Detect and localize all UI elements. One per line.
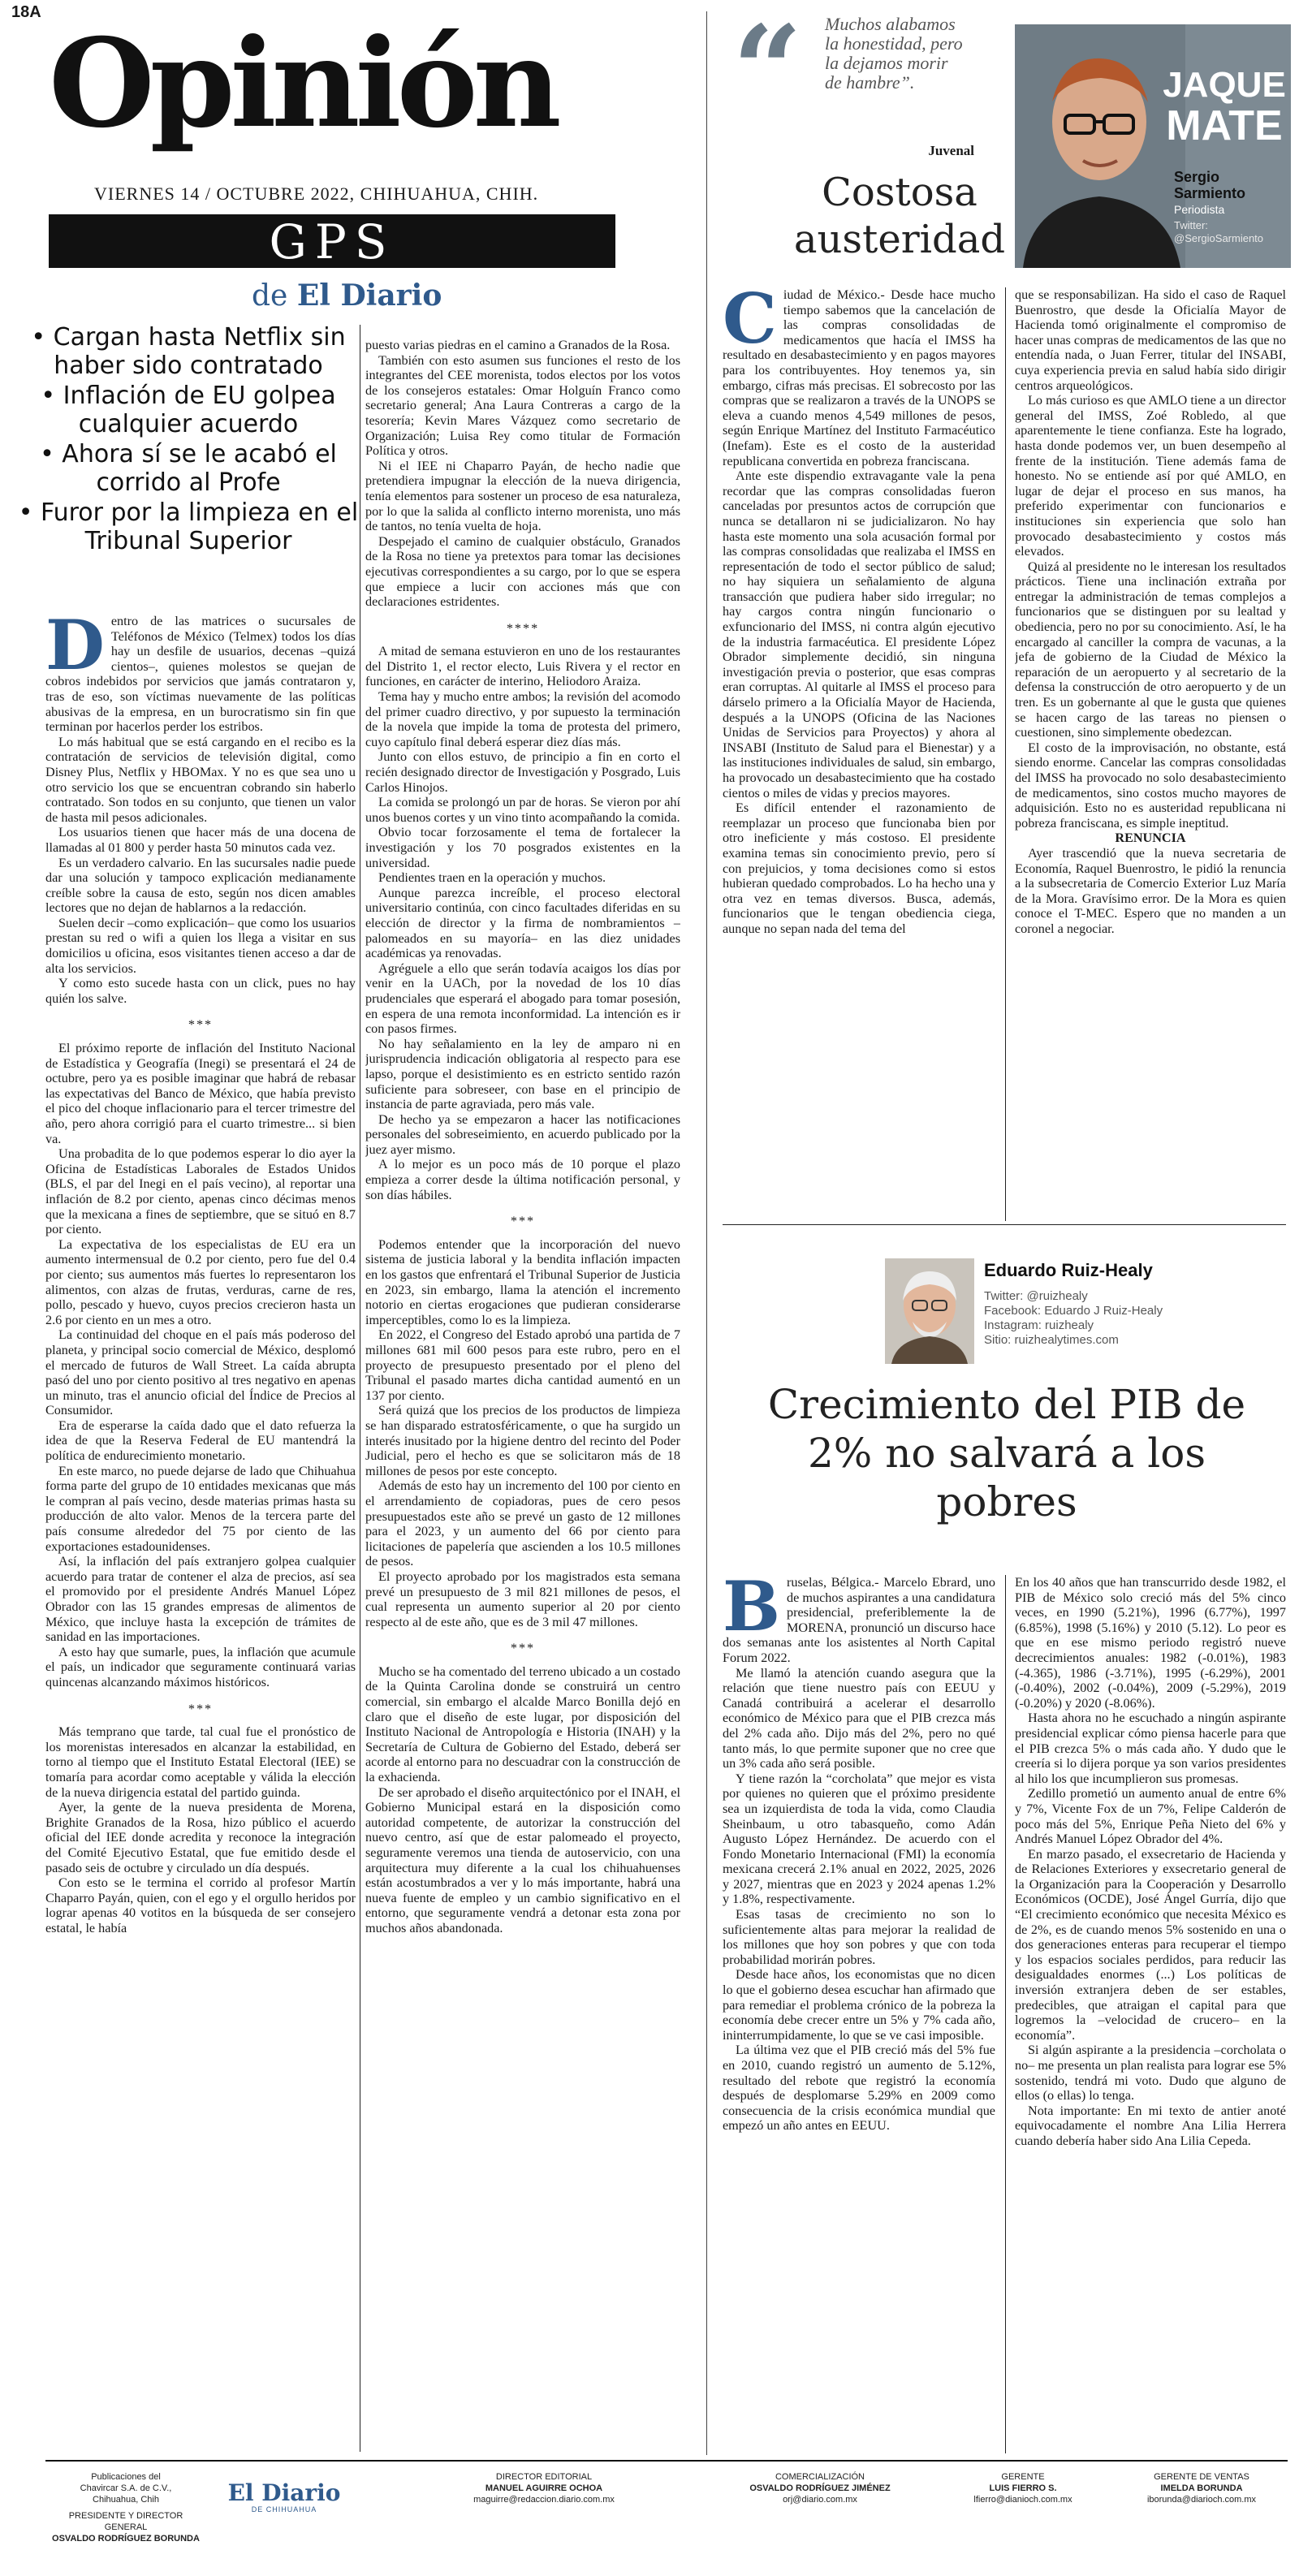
paragraph: Una probadita de lo que podemos esperar lo dio ayer la Oficina de Estadísticas Laborales de Estados Unidos (BLS, el par del Inegi en el país vecino), al reportar una inflación de 8.2 por ciento, apenas cinco décimas menos que la mexicana a fines de septiembre, que se situó en 8.7 por ciento. (45, 1146, 356, 1237)
dateline: VIERNES 14 / OCTUBRE 2022, CHIHUAHUA, CHIH. (94, 183, 539, 204)
paragraph: Suelen decir –como explicación– que como los usuarios prestan su red o wifi a quien los llega a visitar en sus domicilios u oficina, esos visitantes tienen acceso a dar de alta los servicios. (45, 915, 356, 976)
contact-facebook: Facebook: Eduardo J Ruiz-Healy (984, 1304, 1163, 1318)
publisher-line: Publicaciones del (91, 2472, 161, 2482)
paragraph: Mucho se ha comentado del terreno ubicado a un costado de la Quinta Carolina donde se construirá un centro comercial, sin embargo el alcalde Marco Bonilla dejó en claro que el diseño de este lugar, por disposición del Instituto Nacional de Antropología e Historia (INAH) y la Secretaría de Cultura de Gobierno del Estado, deberá ser acorde al entorno para no descuadrar con la construcción de la exhacienda. (365, 1663, 680, 1785)
column-divider (1005, 287, 1006, 1221)
columnist-role: Periodista (1174, 203, 1225, 216)
footer-sales-manager (1120, 2471, 1283, 2505)
paragraph: ruselas, Bélgica.- Marcelo Ebrard, uno de muchos aspirantes a una candidatura presidencial, preferiblemente la de MORENA, pronunció un discurso hace dos semanas ante los asistentes al North Capital Forum 2022. (723, 1575, 995, 1665)
paragraph: Despejado el camino de cualquier obstáculo, Granados de la Rosa no tiene ya pretextos para tomar las decisiones ejecutivas correspondientes a su cargo, por lo que se espera que empiece a lucir con acciones más que con declaraciones estridentes. (365, 533, 680, 610)
paragraph: Esas tasas de crecimiento no son lo suficientemente altas para mejorar la realidad de los millones que hoy son pobres y que con toda probabilidad morirán pobres. (723, 1907, 995, 1967)
paragraph: Podemos entender que la incorporación del nuevo sistema de justicia laboral y la bendita inflación impacten en los gastos que enfrentará el Tribunal Superior de Justicia en 2023, sin embargo, llama la atención el incremento notorio en ciertas erogaciones que pudieran considerarse imperceptibles, como lo es la limpieza. (365, 1236, 680, 1327)
section-separator: *** (188, 1701, 214, 1716)
page-number: 18A (11, 3, 41, 21)
paragraph: El próximo reporte de inflación del Instituto Nacional de Estadística y Geografía (Inegi) se presentará el 24 de octubre, pero ya es posible imaginar que habrá de rebasar las expectativas del Banco de México, que había previsto el pico del choque inflacionario para el tercer trimestre del año, pero ahora corrigió para el cuarto trimestre... si bien va. (45, 1041, 356, 1146)
columnist-twitter-handle: @SergioSarmiento (1174, 232, 1264, 244)
paragraph: En 2022, el Congreso del Estado aprobó una partida de 7 millones 681 mil 600 pesos para este rubro, pero en el proyecto de presupuesto presentado por el pleno del Tribunal el pasado martes dicha cantidad aumentó en un 137 por ciento. (365, 1327, 680, 1403)
paragraph: A esto hay que sumarle, pues, la inflación que acumule el país, un indicador que seguramente continuará varias quincenas alcanzando máximos históricos. (45, 1644, 356, 1689)
quote-text: Muchos alabamos la honestidad, pero la dejamos morir de hambre”. (825, 14, 963, 93)
paragraph: En este marco, no puede dejarse de lado que Chihuahua forma parte del grupo de 10 entidades mexicanas que más le compran al país vecino, desde materias primas hasta su producción de alto valor. Menos de la tercera parte del país consume alrededor del 75 por ciento de las exportaciones estadounidenses. (45, 1463, 356, 1554)
paragraph: Agréguele a ello que serán todavía acaigos los días por venir en la UACh, por la novedad de los 10 días prudenciales que esperará el abogado para tomar posesión, en espera de una remota inconformidad. La intención es ir con pasos firmes. (365, 960, 680, 1037)
paragraph: Es difícil entender el razonamiento de reemplazar un proceso que funcionaba bien por otro ineficiente y más costoso. El presidente examina temas sin conocimiento previo, pero sí con prejuicios, y toma decisiones como si estos hubieran quedado comprobados. Lo ha hecho una y otra vez en temas diversos. Busca, además, funcionarios que le tengan obediencia ciega, aunque no sepan nada del tema del (723, 800, 995, 936)
staff-label: GERENTE (1001, 2472, 1045, 2482)
page-center-divider (706, 11, 707, 2455)
paragraph: Nota importante: En mi texto de antier anoté equivocadamente el nombre Ana Lilia Herrera cuando debería haber sido Ana Lilia Cepeda. (1015, 2103, 1286, 2148)
column-divider (1005, 1575, 1006, 2453)
healy-headline: Crecimiento del PIB de 2% no salvará a los pobres (767, 1381, 1246, 1525)
paragraph: A lo mejor es un poco más de 10 porque el plazo empieza a correr desde la última notificación personal, y son días hábiles. (365, 1157, 680, 1202)
president-name: OSVALDO RODRÍGUEZ BORUNDA (52, 2534, 200, 2544)
staff-email: iborunda@diarioch.com.mx (1146, 2495, 1257, 2505)
section-title: Opinión (49, 12, 557, 155)
paragraph: La comida se prolongó un par de horas. Se vieron por ahí unos buenos cortes y un vino tinto acompañando la comida. (365, 795, 680, 825)
drop-cap: D (45, 614, 105, 685)
footer-rule (45, 2460, 1288, 2462)
columnist-last-name: Sarmiento (1174, 185, 1246, 201)
quote-mark-icon: “ (732, 0, 803, 142)
publisher-line: Chavircar S.A. de C.V., (80, 2483, 172, 2493)
paragraph: puesto varias piedras en el camino a Granados de la Rosa. (365, 338, 671, 352)
paragraph: Y tiene razón la “corcholata” que mejor es vista por quienes no quieren que el próximo presidente sea un izquierdista de toda la vida, como Claudia Sheinbaum, u otro tabasqueño, como Adán Augusto López Hernández. De acuerdo con el Fondo Monetario Internacional (FMI) la economía mexicana crecerá 2.1% anual en 2022, 2025, 2026 y 2027, mientras que en 2023 y 2024 apenas 1.2% y 1.8%, respectivamente. (723, 1771, 995, 1907)
paragraph: Lo más curioso es que AMLO tiene a un director general del IMSS, Zoé Robledo, al que aparentemente le tiene confianza. Este ha logrado, hasta donde podemos ver, un buen desempeño al frente de la institución. Tiene además fama de honesto. No se entiende así por qué AMLO, en lugar de dejar el proceso en sus manos, ha preferido experimentar con funcionarios e instituciones sin experiencia que solo han provocado desabastecimiento y costos más elevados. (1015, 393, 1286, 559)
paragraph: Además de esto hay un incremento del 100 por ciento en el arrendamiento de copiadoras, pues de cero pesos presupuestados este año se prevé un gasto de 12 millones para el 2023, y un aumento del 66 por ciento para licitaciones de papelería que ascienden a los 10.5 millones de pesos. (365, 1478, 680, 1569)
staff-email: orj@diario.com.mx (783, 2495, 857, 2505)
paragraph: De ser aprobado el diseño arquitectónico por el INAH, el Gobierno Municipal estará en la disposición como autoridad competente, de autorizar la construcción del nuevo centro, así que de estar palomeado el proyecto, seguramente veremos una tienda de autoservicio, con una arquitectura muy diferente a la cual los chihuahuenses están acostumbrados a ver y lo más importante, habrá una nueva fuente de empleo y un cambio significativo en el entorno, que seguramente vendrá a detonar esta zona por muchos años abandonada. (365, 1784, 680, 1935)
paragraph: El costo de la improvisación, no obstante, está siendo enorme. Cancelar las compras consolidadas del IMSS ha provocado no solo desabastecimiento de medicamentos, sino costos mucho mayores de adquisición. Esto no es austeridad republicana ni pobreza franciscana, es simple ineptitud. (1015, 740, 1286, 831)
paragraph: Quizá al presidente no le interesan los resultados prácticos. Tiene una inclinación extraña por entregar la administración de temas complejos a funcionarios que se distinguen por su lealtad y obediencia, pero no por su conocimiento. Así, le ha encargado al canciller la compra de vacunas, a la jefa de gobierno de la Ciudad de México la reparación de un aeropuerto y al secretario de la defensa la construcción de otro aeropuerto y de un tren. Es un gobernante al que le gusta que quienes se hacen cargo de las tareas no piensen o cuestionen, sino simplemente obedezcan. (1015, 559, 1286, 740)
paragraph: En los 40 años que han transcurrido desde 1982, el PIB de México solo creció más del 5% cinco veces, en 1990 (5.21%), 1996 (6.77%), 1997 (6.85%), 1998 (5.16%) y 2010 (5.12). Lo peor es que en ese mismo periodo registró nueve decrecimientos anuales: 1982 (-0.01%), 1983 (-4.365), 1986 (-3.71%), 1995 (-6.29%), 2001 (-0.40%), 2002 (-0.04%), 2009 (-5.29%), 2019 (-0.20%) y 2020 (-8.06%). (1015, 1575, 1286, 1711)
publisher-line: Chihuahua, Chih (93, 2495, 159, 2505)
jaque-column-2 (1015, 287, 1286, 1218)
column-name-line2: MATE (1166, 102, 1283, 149)
paragraph: Obvio tocar forzosamente el tema de fortalecer la investigación y los 70 posgrados existentes en la universidad. (365, 825, 680, 870)
paragraph: iudad de México.- Desde hace mucho tiempo sabemos que la cancelación de las compras consolidadas de medicamentos que hacía el IMSS ha resultado en desabastecimiento y en pagos mayores para los contribuyentes. Hoy tenemos ya, sin embargo, cifras más precisas. El sobrecosto por las compras que se realizaron a través de la UNOPS se eleva a cuando menos 4,549 millones de pesos, según Enrique Martínez del Instituto Farmacéutico (Inefam). Este es el costo de la austeridad republicana convertida en pobreza franciscana. (723, 287, 995, 468)
contact-twitter: Twitter: @ruizhealy (984, 1289, 1088, 1303)
gps-bullet-item: • Inflación de EU golpea cualquier acuerdo (41, 382, 336, 438)
drop-cap: C (723, 287, 777, 359)
paragraph: Y como esto sucede hasta con un click, pues no hay quién los salve. (45, 976, 356, 1006)
paragraph: También con esto asumen sus funciones el resto de los integrantes del CEE morenista, todos electos por los votos de los consejeros estatales: Omar Holguín Franco como secretario general; Ana Laura Contreras a cargo de la tesorería; Kevin Mares Vázquez como secretario de Organización; Luisa Rey como titular de Formación Política y otros. (365, 352, 680, 459)
footer-commercial (714, 2471, 926, 2505)
paragraph: Los usuarios tienen que hacer más de una docena de llamadas al 01 800 y perder hasta 50 minutos cada vez. (45, 825, 356, 855)
paragraph: La expectativa de los especialistas de EU era un aumento intermensual de 0.2 por ciento, pero fue del 0.4 por ciento; sus aumentos más fuertes lo representaron los alimentos, con alzas de frutas, verduras, carne de res, pollo, pescado y huevo, cuyos precios crecieron hasta un 2.6 por ciento en un mes a otro. (45, 1236, 356, 1327)
paragraph: Junto con ellos estuvo, de principio a fin en corto el recién designado director de Investigación y Posgrado, Luis Carlos Hinojos. (365, 749, 680, 795)
footer-manager (942, 2471, 1104, 2505)
staff-label: GERENTE DE VENTAS (1154, 2472, 1249, 2482)
columnist-contacts (984, 1289, 1163, 1348)
columnist-box (1015, 24, 1291, 268)
jaque-headline: Costosa austeridad (793, 170, 1006, 262)
paragraph: Con esto se le termina el corrido al profesor Martín Chaparro Payán, quien, con el ego y el orgullo heridos por lograr apenas 40 votitos en la búsqueda de ser consejero estatal, le había (45, 1875, 356, 1935)
quote-author: Juvenal (928, 143, 974, 158)
footer-publisher (49, 2471, 203, 2544)
paragraph: Ni el IEE ni Chaparro Payán, de hecho nadie que pretendiera impugnar la elección de la nueva dirigencia, tenía elementos para sostener un proceso de esa naturaleza, por lo que la salida al conflicto interno morenista, uno más de tantos, no tenía vuelta de hoja. (365, 458, 680, 534)
footer-editorial-director (438, 2471, 650, 2505)
section-separator: *** (510, 1641, 536, 1656)
drop-cap: B (723, 1575, 780, 1646)
paragraph: Era de esperarse la caída dado que el dato refuerza la idea de que la Reserva Federal de EU mantendrá la política de endurecimiento monetario. (45, 1417, 356, 1464)
gps-banner-title: GPS (269, 214, 395, 270)
paragraph: Aunque parezca increíble, el proceso electoral universitario continúa, con cinco facultades diferidas en su elección de director y la firma de nombramientos –palomeados en su mayoría– en las diez unidades académicas ya renovadas. (365, 885, 680, 961)
gps-subtitle (252, 279, 442, 313)
staff-name: LUIS FIERRO S. (989, 2483, 1057, 2493)
gps-subtitle-brand: El Diario (296, 278, 442, 313)
healy-column-1 (723, 1575, 995, 2453)
section-divider (723, 1224, 1286, 1225)
paragraph: A mitad de semana estuvieron en uno de los restaurantes del Distrito 1, el rector electo, Luis Rivera y el rector en funciones, en carácter de interino, Heliodoro Araiza. (365, 644, 680, 689)
gps-bullet-list (18, 323, 359, 557)
section-separator: *** (188, 1017, 214, 1033)
gps-bullet-item: • Furor por la limpieza en el Tribunal Superior (18, 498, 359, 555)
staff-name: OSVALDO RODRÍGUEZ JIMÉNEZ (749, 2483, 891, 2493)
paragraph: Será quizá que los precios de los productos de limpieza se han disparado estratosféricamente, o que ha surgido un interés inusitado por la higiene dentro del recinto del Poder Judicial, pero el hecho es que se solicitaron más de 18 millones de pesos por este concepto. (365, 1403, 680, 1478)
columnist-twitter-label: Twitter: (1174, 219, 1208, 231)
paragraph: Así, la inflación del país extranjero golpea cualquier acuerdo para tratar de contener el alza de precios, así sea el promovido por el presidente Andrés Manuel López Obrador con las 15 grandes empresas de alimentos de México, que incluye hasta la excepción de trámites de sanidad en las importaciones. (45, 1554, 356, 1645)
gps-subtitle-prefix: de (252, 279, 288, 313)
paragraph: Si algún aspirante a la presidencia –corcholata o no– me presenta un plan realista para lograr ese 5% sostenido, tendrá mi voto. Dudo que alguno de ellos (o ellas) lo tenga. (1015, 2043, 1286, 2104)
subheading: RENUNCIA (1115, 831, 1186, 846)
footer-logo (219, 2481, 349, 2513)
paragraph: De hecho ya se empezaron a hacer las notificaciones personales del sobreseimiento, en acuerdo publicado por la juez ayer mismo. (365, 1111, 680, 1157)
paragraph: Hasta ahora no he escuchado a ningún aspirante presidencial explicar cómo piensa hacerle para que el PIB crezca 5% o más cada año. Y dudo que le creería si lo dijera porque ya son varios presidentes al hilo los que incumplieron sus promesas. (1015, 1711, 1286, 1786)
paragraph: Tema hay y mucho entre ambos; la revisión del acomodo del primer cuadro directivo, y por supuesto la terminación de la novela que impide la toma de protesta del primero, cuyo capítulo final deberá esperar diez días más. (365, 689, 680, 749)
gps-bullet-item: • Ahora sí se le acabó el corrido al Profe (40, 440, 337, 497)
logo-subtext: DE CHIHUAHUA (251, 2505, 317, 2513)
gps-banner (49, 214, 615, 268)
section-separator: *** (510, 1214, 536, 1229)
paragraph: Zedillo prometió un aumento anual de entre 6% y 7%, Vicente Fox de un 7%, Felipe Calderón de poco más del 5%, Enrique Peña Nieto del 6% y Andrés Manuel López Obrador del 4%. (1015, 1786, 1286, 1847)
paragraph: Ante este dispendio extravagante vale la pena recordar que las compras consolidadas fueron canceladas por presuntos actos de corrupción que nunca se detallaron ni se judicializaron. No hay hasta este momento una sola acusación formal por las compras consolidadas que realizaba el IMSS en representación de todo el sector público de salud; no hay siquiera un señalamiento de alguna transacción que pudiera haber sido irregular; no hay cargos contra ningún funcionario o exfuncionario del IMSS, ni contra algún ejecutivo de la industria farmacéutica. El presidente López Obrador simplemente decidió, sin ninguna investigación previa o posterior, que esas compras eran corruptas. Al quitarle al IMSS el proceso para dárselo primero a la Oficialía Mayor de Hacienda, después a la UNOPS (Oficina de las Naciones Unidas de Servicios para Proyectos) y ahora al INSABI (Instituto de Salud para el Bienestar) y a las instituciones individuales de salud, sin embargo, ha provocado un desabastecimiento que ha costado cientos o miles de vidas y precios mayores. (723, 468, 995, 800)
contact-instagram: Instagram: ruizhealy (984, 1318, 1094, 1332)
logo-text: El Diario (227, 2479, 341, 2506)
paragraph: Ayer, la gente de la nueva presidenta de Morena, Brighite Granados de la Rosa, hizo público el acuerdo oficial del IEE donde acredita y reconoce la integración del Comité Ejecutivo Estatal, que fue emitido desde el pasado seis de octubre y circulado un día después. (45, 1800, 356, 1875)
columnist-first-name: Sergio (1174, 169, 1220, 185)
columnist-name: Eduardo Ruiz-Healy (984, 1260, 1153, 1280)
president-label: PRESIDENTE Y DIRECTOR GENERAL (68, 2511, 183, 2532)
jaque-column-1 (723, 287, 995, 1218)
paragraph: Más temprano que tarde, tal cual fue el pronóstico de los morenistas interesados en alcanzar la estabilidad, en torno al tiempo que el Instituto Estatal Electoral (IEE) se tomaría para acordar como aceptable y válida la elección de la nueva dirigencia estatal del partido guinda. (45, 1724, 356, 1800)
paragraph: La continuidad del choque en el país más poderoso del planeta, y principal socio comercial de México, desplomó el mercado de futuros de Wall Street. La caída abrupta pasó del uno por ciento positivo al tres negativo en apenas un minuto, tras el anuncio oficial del Índice de Precios al Consumidor. (45, 1327, 356, 1418)
paragraph: Es un verdadero calvario. En las sucursales nadie puede dar una solución y tampoco explicación medianamente creíble sobre la causa de esto, según nos dicen amables lectores que no dejan de hablarnos a la redacción. (45, 855, 356, 916)
paragraph: En marzo pasado, el exsecretario de Hacienda y de Relaciones Exteriores y exsecretario general de la Organización para la Cooperación y Desarrollo Económicos (OCDE), José Ángel Gurría, dijo que “El crecimiento económico que necesita México es de 2%, es de cuando menos 5% sostenido en una o dos generaciones enteras para recuperar el tiempo y los espacios sociales perdidos, para reducir las desigualdades enormes (...) Los políticas de inversión extranjera deben de ser estables, predecibles, que atraigan el capital para que logremos la –velocidad de crucero– en la economía”. (1015, 1846, 1286, 2043)
healy-column-2 (1015, 1575, 1286, 2453)
gps-column-2 (365, 338, 680, 2449)
contact-website: Sitio: ruizhealytimes.com (984, 1333, 1119, 1347)
paragraph: La última vez que el PIB creció más del 5% fue en 2010, cuando registró un aumento de 5.12%, resultado del rebote que registró la economía después de desplomarse 5.29% en 2009 como consecuencia de la crisis económica mundial que empezó un año antes en EEUU. (723, 2043, 995, 2134)
staff-email: lfierro@dianioch.com.mx (973, 2495, 1072, 2505)
section-separator: **** (506, 620, 540, 636)
gps-column-1 (45, 614, 356, 2450)
staff-name: MANUEL AGUIRRE OCHOA (485, 2483, 603, 2493)
staff-label: DIRECTOR EDITORIAL (495, 2472, 593, 2482)
paragraph: Me llamó la atención cuando asegura que la relación que tiene nuestro país con EEUU y Canadá contribuirá a acelerar el desarrollo económico de México para que el PIB crezca más del 2% cada año. Dijo más del 2%, pero no qué tanto más, lo que permite suponer que no cree que un 3% cada año será posible. (723, 1665, 995, 1771)
paragraph: Pendientes traen en la operación y muchos. (378, 870, 606, 886)
staff-label: COMERCIALIZACIÓN (775, 2472, 865, 2482)
columnist-photo (885, 1258, 974, 1364)
staff-email: maguirre@redaccion.diario.com.mx (473, 2495, 615, 2505)
paragraph: El proyecto aprobado por los magistrados esta semana prevé un presupuesto de 3 mil 821 millones de pesos, el cual representa un aumento superior al 20 por ciento respecto al de este año, que es de 3 mil 47 millones. (365, 1568, 680, 1629)
column-name-line1: JAQUE (1163, 65, 1286, 105)
paragraph: Desde hace años, los economistas que no dicen lo que el gobierno desea escuchar han afirmado que para remediar el problema crónico de la pobreza la economía debe crecer entre un 5% y 7% cada año, ininterrumpidamente, lo que se ve casi imposible. (723, 1967, 995, 2043)
paragraph: No hay señalamiento en la ley de amparo ni en jurisprudencia indicación obligatoria al respecto para ese lapso, porque el desistimiento es en estricto sentido razón suficiente para sobreseer, con base en el principio de instancia de parte agraviada, pero más vale. (365, 1036, 680, 1112)
paragraph: que se responsabilizan. Ha sido el caso de Raquel Buenrostro, que desde la Oficialía Mayor de Hacienda tomó originalmente el compromiso de hacer unas compras de medicamentos de las que no entendía nada, o Juan Ferrer, titular del INSABI, cuya experiencia previa en salud había sido dirigir centros arqueológicos. (1015, 287, 1286, 393)
staff-name: IMELDA BORUNDA (1160, 2483, 1243, 2493)
paragraph: Lo más habitual que se está cargando en el recibo es la contratación de servicios de televisión digital, como Disney Plus, Netflix y HBOMax. Y no es que sea uno u otro servicio los que se encuentran cobrando sin haberlo contratado. Son todos en su conjunto, que tienen un valor de hasta mil pesos adicionales. (45, 734, 356, 825)
gps-bullet-item: • Cargan hasta Netflix sin haber sido contratado (31, 323, 346, 380)
paragraph: Ayer trascendió que la nueva secretaria de Economía, Raquel Buenrostro, le pidió la renuncia a la subsecretaria de Comercio Exterior Luz María de la Mora. Gravísimo error. De la Mora es quien conoce el T-MEC. Espero que no manden a un coronel a negociar. (1015, 845, 1286, 936)
paragraph: entro de las matrices o sucursales de Teléfonos de México (Telmex) todos los días hay un desfile de usuarios, decenas –quizá cientos–, quienes molestos se quejan de cobros indebidos por servicios que jamás contrataron y, tras de eso, son víctimas nuevamente de las políticas abusivas de la empresa, en un burocratismo sin fin que terminan por hacerlos perder los estribos. (45, 614, 356, 735)
